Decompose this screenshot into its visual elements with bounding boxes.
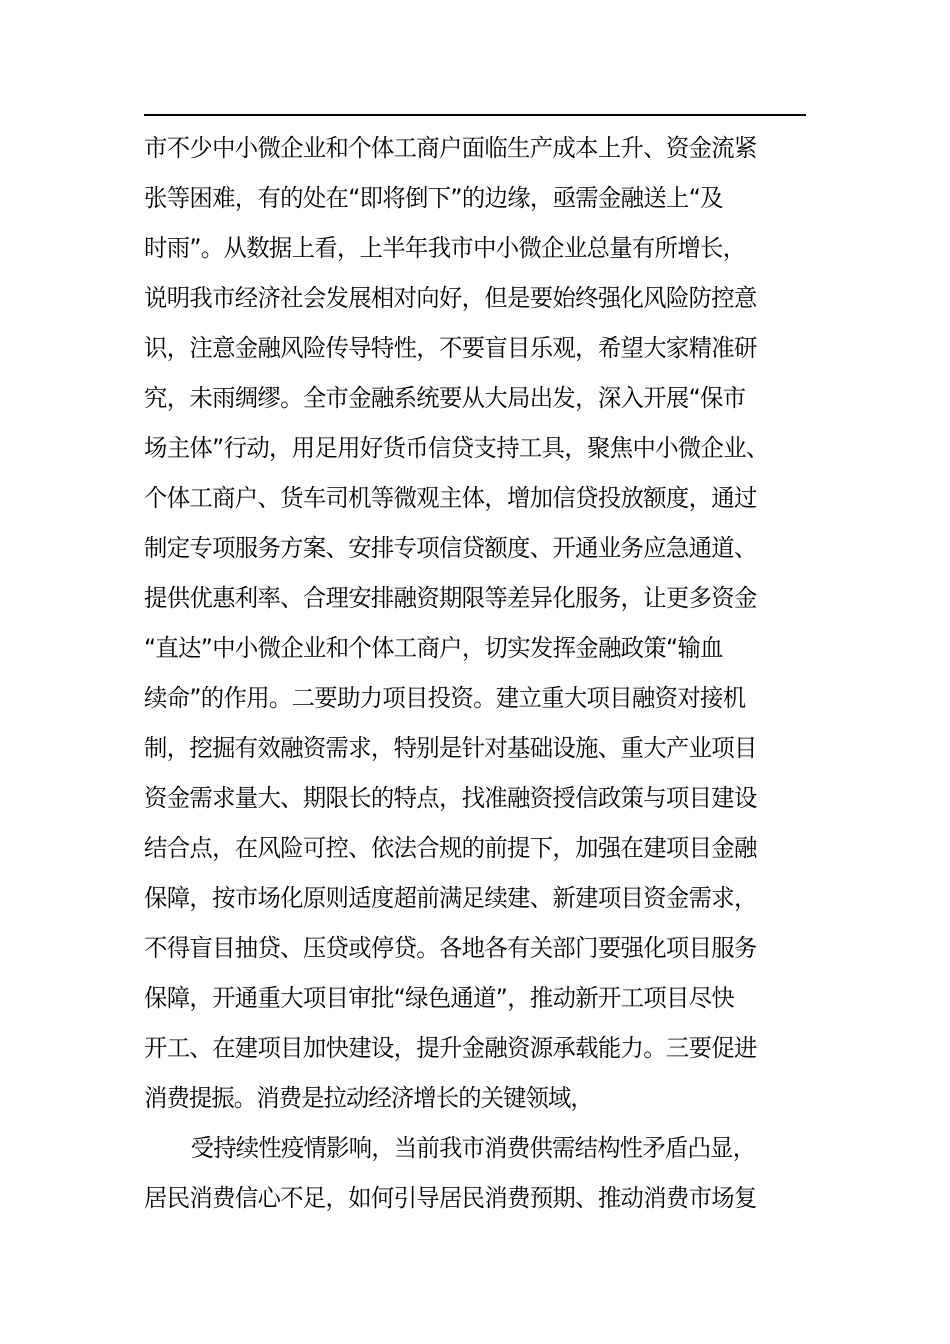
text-line: “直达”中小微企业和个体工商户，切实发挥金融政策“输血: [144, 634, 723, 662]
text-line: 识，注意金融风险传导特性，不要盲目乐观，希望大家精准研: [144, 334, 757, 362]
text-line: 究，未雨绸缪。全市金融系统要从大局出发，深入开展“保市: [144, 384, 746, 412]
text-line: 续命”的作用。二要助力项目投资。建立重大项目融资对接机: [144, 684, 746, 712]
text-line: 制定专项服务方案、安排专项信贷额度、开通业务应急通道、: [144, 534, 757, 562]
text-line: 场主体”行动，用足用好货币信贷支持工具，聚焦中小微企业、: [144, 434, 769, 462]
text-line: 张等困难，有的处在“即将倒下”的边缘，亟需金融送上“及: [144, 184, 723, 212]
header-rule: [144, 114, 806, 116]
text-line: 制，挖掘有效融资需求，特别是针对基础设施、重大产业项目: [144, 734, 757, 762]
text-line: 消费提振。消费是拉动经济增长的关键领域，: [144, 1084, 593, 1112]
text-line: 保障，按市场化原则适度超前满足续建、新建项目资金需求，: [144, 884, 757, 912]
text-line: 提供优惠利率、合理安排融资期限等差异化服务，让更多资金: [144, 584, 757, 612]
text-line: 市不少中小微企业和个体工商户面临生产成本上升、资金流紧: [144, 134, 757, 162]
text-line: 时雨”。从数据上看，上半年我市中小微企业总量有所增长，: [144, 234, 746, 262]
text-line: 个体工商户、货车司机等微观主体，增加信贷投放额度，通过: [144, 484, 757, 512]
text-line: 开工、在建项目加快建设，提升金融资源承载能力。三要促进: [144, 1034, 757, 1062]
text-line: 不得盲目抽贷、压贷或停贷。各地各有关部门要强化项目服务: [144, 934, 757, 962]
text-line: 居民消费信心不足，如何引导居民消费预期、推动消费市场复: [144, 1184, 757, 1212]
text-line: 资金需求量大、期限长的特点，找准融资授信政策与项目建设: [144, 784, 757, 812]
text-line: 说明我市经济社会发展相对向好，但是要始终强化风险防控意: [144, 284, 757, 312]
text-line: 受持续性疫情影响，当前我市消费供需结构性矛盾凸显，: [190, 1134, 756, 1162]
text-line: 保障，开通重大项目审批“绿色通道”，推动新开工项目尽快: [144, 984, 735, 1012]
text-line: 结合点，在风险可控、依法合规的前提下，加强在建项目金融: [144, 834, 757, 862]
body-text: [144, 123, 824, 1223]
